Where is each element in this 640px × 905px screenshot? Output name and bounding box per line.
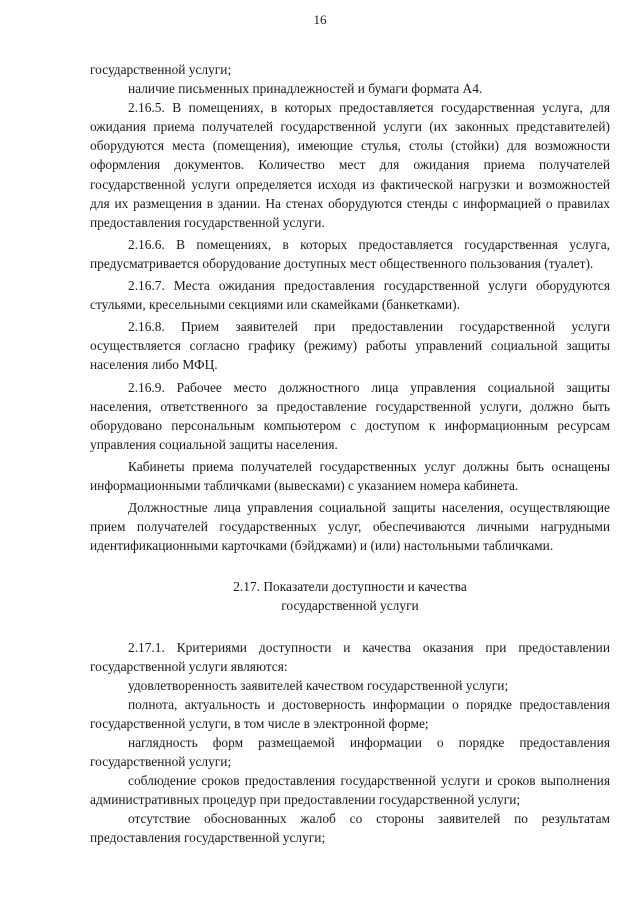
paragraph-officials: Должностные лица управления социальной защиты населения, осуществляющие прием получателей государственных услуг, обеспечиваются личными нагрудными идентификационными карточками (бэйджами) и (или) настольными табличками. (90, 500, 610, 554)
criteria-item: полнота, актуальность и достоверность информации о порядке предоставления государственной услуги, в том числе в электронной форме; (90, 696, 610, 731)
paragraph-2-16-8: 2.16.8. Прием заявителей при предоставлении государственной услуги осуществляется согласно графику (режиму) работы управлений социальной защиты населения либо МФЦ. (90, 319, 610, 373)
criteria-item: соблюдение сроков предоставления государственной услуги и сроков выполнения административных процедур при предоставлении государственной услуги; (90, 773, 610, 808)
criteria-item: наглядность форм размещаемой информации о порядке предоставления государственной услуги; (90, 735, 610, 770)
criteria-item: отсутствие обоснованных жалоб со стороны заявителей по результатам предоставления государственной услуги; (90, 811, 610, 846)
section-heading-line-1: 2.17. Показатели доступности и качества (233, 579, 467, 595)
paragraph-2-16-5: 2.16.5. В помещениях, в которых предоставляется государственная услуга, для ожидания приема получателей государственной услуги (их законных представителей) оборудуются места (помещения), имеющие стулья, столы (стойки) для возможности оформления документов. Количество мест для ожидания приема получателей государственной услуги определяется исходя из фактической нагрузки и возможностей для их размещения в здании. На стенах оборудуются стенды с информацией о правилах предоставления государственной услуги. (90, 100, 610, 230)
paragraph-2-16-6: 2.16.6. В помещениях, в которых предоставляется государственная услуга, предусматривается оборудование доступных мест общественного пользования (туалет). (90, 236, 610, 271)
paragraph-2-16-7: 2.16.7. Места ожидания предоставления государственной услуги оборудуются стульями, кресельными секциями или скамейками (банкетками). (90, 278, 610, 313)
section-heading-line-2: государственной услуги (281, 598, 419, 614)
document-body (90, 60, 610, 848)
paragraph-continuation: государственной услуги; (90, 62, 232, 77)
paragraph-2-17-1: 2.17.1. Критериями доступности и качества оказания при предоставлении государственной услуги являются: (90, 639, 610, 674)
page-number: 16 (313, 12, 327, 27)
paragraph-2-16-9: 2.16.9. Рабочее место должностного лица управления социальной защиты населения, ответственного за предоставление государственной услуги, должно быть оборудовано персональным компьютером с доступом к информационным ресурсам управления социальной защиты населения. (90, 379, 610, 452)
section-heading (90, 577, 610, 615)
criteria-item: удовлетворенность заявителей качеством государственной услуги; (128, 677, 509, 693)
paragraph-list-item: наличие письменных принадлежностей и бумаги формата А4. (128, 81, 483, 97)
paragraph-cabinets: Кабинеты приема получателей государственных услуг должны быть оснащены информационными табличками (вывесками) с указанием номера кабинета. (90, 458, 610, 493)
